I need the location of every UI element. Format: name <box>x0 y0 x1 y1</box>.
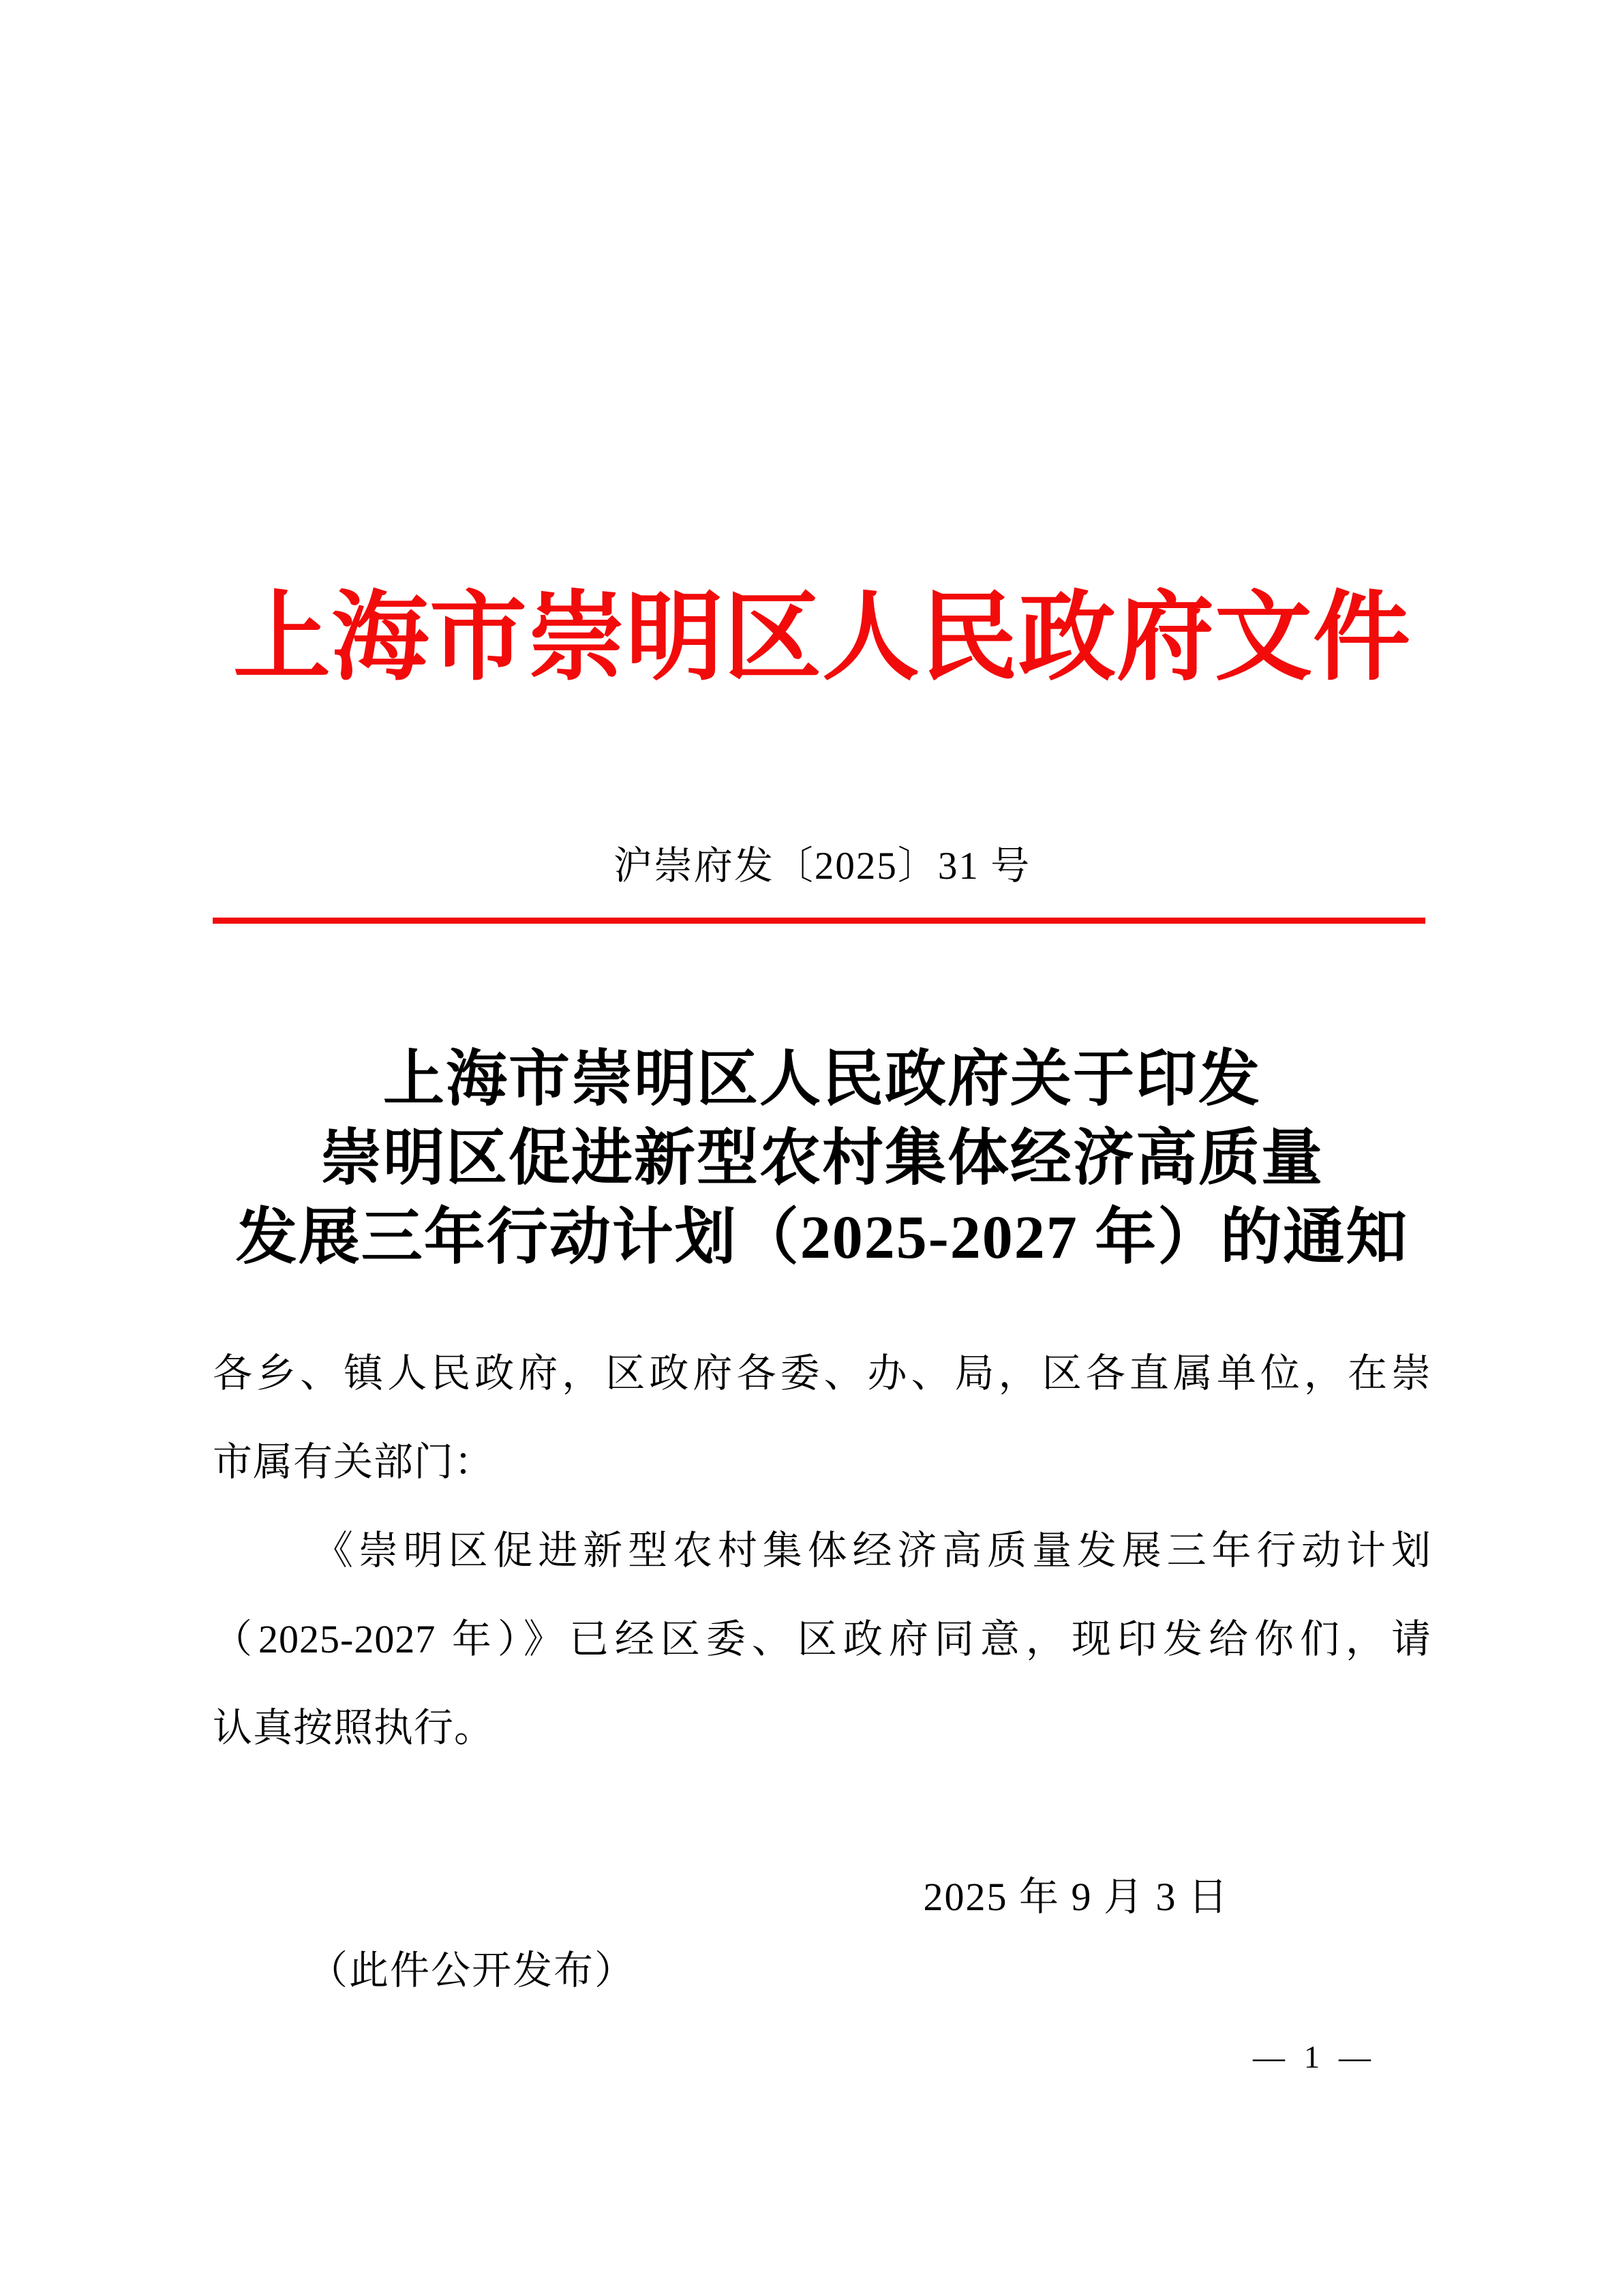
body-line-salutation-1: 各乡、镇人民政府，区政府各委、办、局，区各直属单位，在崇 <box>213 1351 1431 1395</box>
page-number: — 1 — <box>1253 2040 1376 2075</box>
doc-reference-number: 沪崇府发〔2025〕31 号 <box>613 845 1031 888</box>
body-line-paragraph-2: （2025-2027 年）》已经区委、区政府同意，现印发给你们，请 <box>213 1617 1431 1661</box>
issue-date: 2025 年 9 月 3 日 <box>923 1875 1229 1919</box>
document-title-line-3: 发展三年行动计划（2025-2027 年）的通知 <box>235 1204 1409 1271</box>
red-masthead-title: 上海市崇明区人民政府文件 <box>233 584 1411 692</box>
red-divider-line <box>213 918 1425 924</box>
body-line-paragraph-3: 认真按照执行。 <box>213 1706 495 1750</box>
document-body <box>213 1329 1431 1772</box>
document-title <box>202 1040 1442 1278</box>
body-line-salutation-2: 市属有关部门： <box>213 1440 495 1484</box>
document-title-line-2: 崇明区促进新型农村集体经济高质量 <box>320 1125 1324 1192</box>
body-line-paragraph-1: 《崇明区促进新型农村集体经济高质量发展三年行动计划 <box>314 1528 1431 1573</box>
document-title-line-1: 上海市崇明区人民政府关于印发 <box>383 1046 1261 1113</box>
public-release-note: （此件公开发布） <box>308 1948 636 1993</box>
